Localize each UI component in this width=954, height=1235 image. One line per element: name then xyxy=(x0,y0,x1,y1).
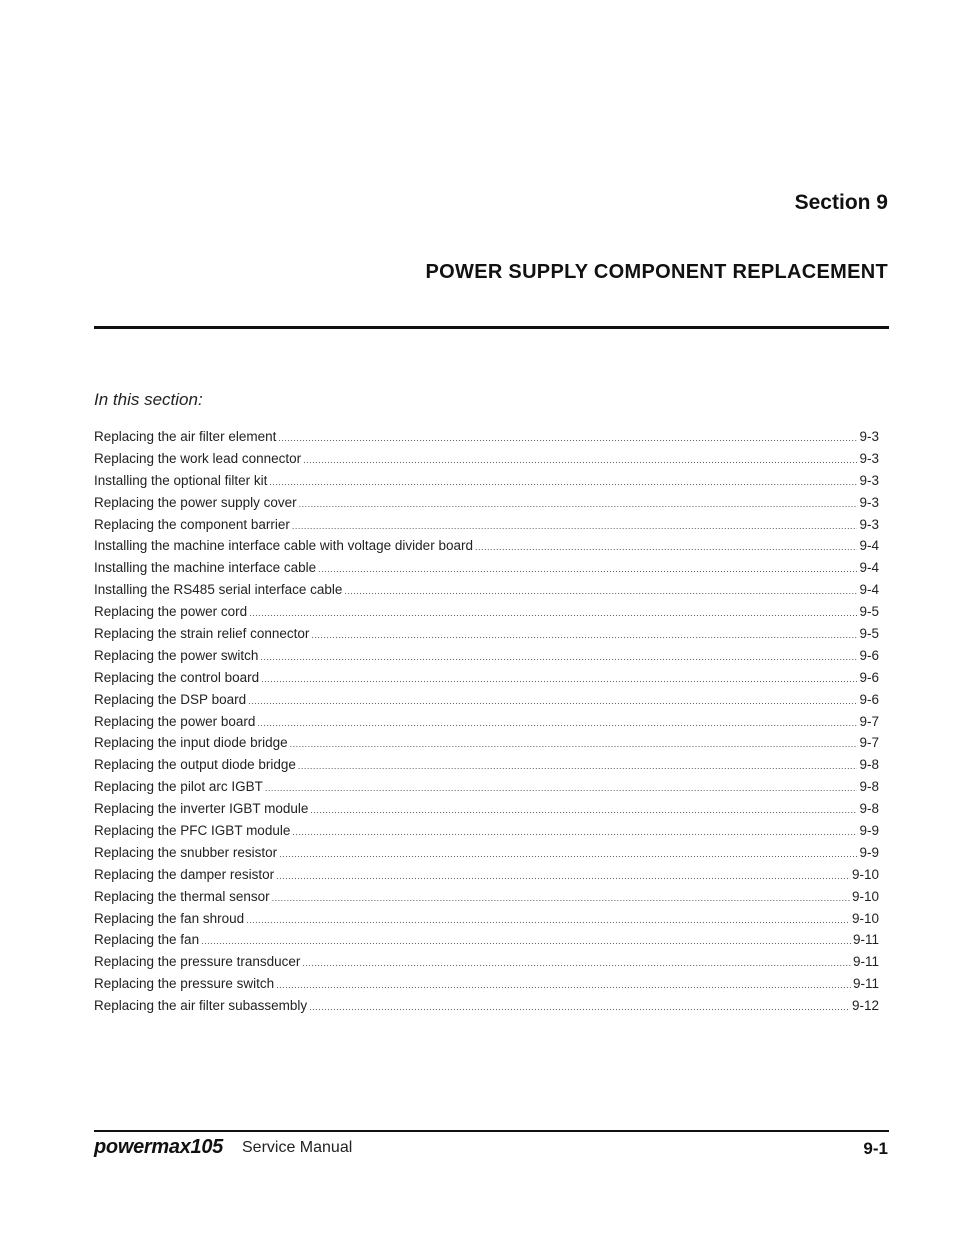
toc-entry-page: 9-11 xyxy=(852,954,879,970)
toc-leader-dots xyxy=(246,915,850,925)
toc-entry-label: Replacing the air filter subassembly xyxy=(94,998,308,1014)
toc-entry[interactable] xyxy=(94,692,879,714)
toc-entry[interactable] xyxy=(94,451,879,473)
toc-entry-label: Replacing the power cord xyxy=(94,604,248,620)
toc-entry-page: 9-3 xyxy=(859,516,879,532)
toc-entry-page: 9-10 xyxy=(851,866,879,882)
toc-entry-label: Installing the machine interface cable xyxy=(94,560,317,576)
toc-entry-label: Replacing the fan xyxy=(94,932,200,948)
toc-leader-dots xyxy=(310,805,857,815)
toc-entry-page: 9-7 xyxy=(859,735,879,751)
toc-entry[interactable] xyxy=(94,911,879,933)
toc-entry[interactable] xyxy=(94,473,879,495)
toc-entry-label: Installing the optional filter kit xyxy=(94,472,268,488)
toc-leader-dots xyxy=(248,696,857,706)
toc-leader-dots xyxy=(309,1002,850,1012)
toc-entry-page: 9-9 xyxy=(859,823,879,839)
header-divider xyxy=(94,326,889,329)
toc-leader-dots xyxy=(261,674,857,684)
toc-entry-page: 9-6 xyxy=(859,647,879,663)
toc-entry-label: Replacing the air filter element xyxy=(94,429,277,444)
toc-leader-dots xyxy=(265,783,858,793)
toc-entry[interactable] xyxy=(94,823,879,845)
toc-leader-dots xyxy=(276,980,851,990)
toc-entry-label: Replacing the work lead connector xyxy=(94,450,302,466)
toc-leader-dots xyxy=(272,893,850,903)
toc-entry-label: Replacing the thermal sensor xyxy=(94,888,270,904)
toc-entry-label: Installing the RS485 serial interface cable xyxy=(94,582,343,598)
toc-entry-page: 9-4 xyxy=(859,560,879,576)
toc-leader-dots xyxy=(344,586,857,596)
toc-entry[interactable] xyxy=(94,604,879,626)
toc-entry-label: Replacing the fan shroud xyxy=(94,910,245,926)
toc-entry-label: Installing the machine interface cable with voltage divider board xyxy=(94,538,473,554)
toc-entry[interactable] xyxy=(94,976,879,998)
toc-leader-dots xyxy=(279,849,857,859)
toc-leader-dots xyxy=(298,761,858,771)
brand-number: 105 xyxy=(190,1136,224,1158)
toc-leader-dots xyxy=(249,608,857,618)
toc-entry-page: 9-4 xyxy=(859,538,879,554)
section-number: Section 9 xyxy=(794,191,888,214)
toc-entry[interactable] xyxy=(94,517,879,539)
toc-entry-page: 9-3 xyxy=(859,429,879,444)
toc-entry-page: 9-11 xyxy=(852,932,879,948)
toc-entry-label: Replacing the output diode bridge xyxy=(94,757,296,773)
toc-leader-dots xyxy=(269,477,857,487)
toc-entry[interactable] xyxy=(94,954,879,976)
toc-entry-page: 9-6 xyxy=(859,691,879,707)
toc-entry[interactable] xyxy=(94,735,879,757)
toc-entry-label: Replacing the power supply cover xyxy=(94,494,297,510)
toc-entry-page: 9-11 xyxy=(852,976,879,992)
toc-entry[interactable] xyxy=(94,495,879,517)
toc-entry[interactable] xyxy=(94,845,879,867)
brand-name: powermax xyxy=(94,1136,191,1158)
toc-entry-label: Replacing the input diode bridge xyxy=(94,735,288,751)
toc-entry-label: Replacing the power switch xyxy=(94,647,259,663)
toc-entry[interactable] xyxy=(94,932,879,954)
toc-entry-label: Replacing the pressure switch xyxy=(94,976,275,992)
toc-entry-page: 9-3 xyxy=(859,450,879,466)
toc-leader-dots xyxy=(318,564,857,574)
toc-entry[interactable] xyxy=(94,889,879,911)
toc-entry-page: 9-3 xyxy=(859,494,879,510)
toc-entry-label: Replacing the power board xyxy=(94,713,256,729)
toc-entry-page: 9-5 xyxy=(859,626,879,642)
table-of-contents xyxy=(94,429,879,1020)
toc-entry[interactable] xyxy=(94,998,879,1020)
brand-logo xyxy=(94,1136,223,1159)
toc-leader-dots xyxy=(299,499,858,509)
toc-entry-label: Replacing the snubber resistor xyxy=(94,844,278,860)
toc-leader-dots xyxy=(201,936,851,946)
toc-entry-label: Replacing the DSP board xyxy=(94,691,247,707)
toc-entry-label: Replacing the strain relief connector xyxy=(94,626,310,642)
toc-entry-page: 9-3 xyxy=(859,472,879,488)
toc-entry[interactable] xyxy=(94,670,879,692)
toc-entry-page: 9-9 xyxy=(859,844,879,860)
toc-entry[interactable] xyxy=(94,648,879,670)
toc-leader-dots xyxy=(311,630,857,640)
toc-leader-dots xyxy=(292,827,857,837)
toc-entry[interactable] xyxy=(94,626,879,648)
toc-entry-label: Replacing the PFC IGBT module xyxy=(94,823,291,839)
toc-entry-label: Replacing the pilot arc IGBT xyxy=(94,779,263,795)
toc-entry[interactable] xyxy=(94,779,879,801)
toc-entry-label: Replacing the control board xyxy=(94,669,260,685)
section-title: POWER SUPPLY COMPONENT REPLACEMENT xyxy=(425,261,888,283)
toc-leader-dots xyxy=(292,521,858,531)
toc-entry-page: 9-10 xyxy=(851,910,879,926)
toc-entry-page: 9-5 xyxy=(859,604,879,620)
toc-entry-page: 9-8 xyxy=(859,779,879,795)
toc-entry-page: 9-8 xyxy=(859,757,879,773)
toc-entry[interactable] xyxy=(94,867,879,889)
toc-entry[interactable] xyxy=(94,538,879,560)
toc-entry-page: 9-8 xyxy=(859,801,879,817)
toc-entry[interactable] xyxy=(94,560,879,582)
toc-leader-dots xyxy=(302,958,851,968)
toc-leader-dots xyxy=(278,433,857,443)
toc-entry-label: Replacing the component barrier xyxy=(94,516,290,532)
toc-leader-dots xyxy=(290,739,858,749)
toc-entry[interactable] xyxy=(94,429,879,451)
toc-entry-label: Replacing the inverter IGBT module xyxy=(94,801,309,817)
toc-entry-page: 9-12 xyxy=(851,998,879,1014)
toc-entry[interactable] xyxy=(94,582,879,604)
footer-divider xyxy=(94,1130,889,1132)
manual-title: Service Manual xyxy=(242,1139,353,1156)
toc-entry-page: 9-6 xyxy=(859,669,879,685)
toc-entry-page: 9-4 xyxy=(859,582,879,598)
toc-leader-dots xyxy=(303,455,857,465)
toc-leader-dots xyxy=(257,718,857,728)
toc-entry-page: 9-10 xyxy=(851,888,879,904)
toc-leader-dots xyxy=(260,652,857,662)
toc-intro: In this section: xyxy=(94,390,203,409)
toc-entry[interactable] xyxy=(94,757,879,779)
toc-entry-label: Replacing the damper resistor xyxy=(94,866,275,882)
toc-entry-page: 9-7 xyxy=(859,713,879,729)
toc-entry[interactable] xyxy=(94,714,879,736)
toc-entry-label: Replacing the pressure transducer xyxy=(94,954,301,970)
page-number: 9-1 xyxy=(863,1139,888,1158)
toc-leader-dots xyxy=(475,542,858,552)
toc-leader-dots xyxy=(276,871,850,881)
toc-entry[interactable] xyxy=(94,801,879,823)
